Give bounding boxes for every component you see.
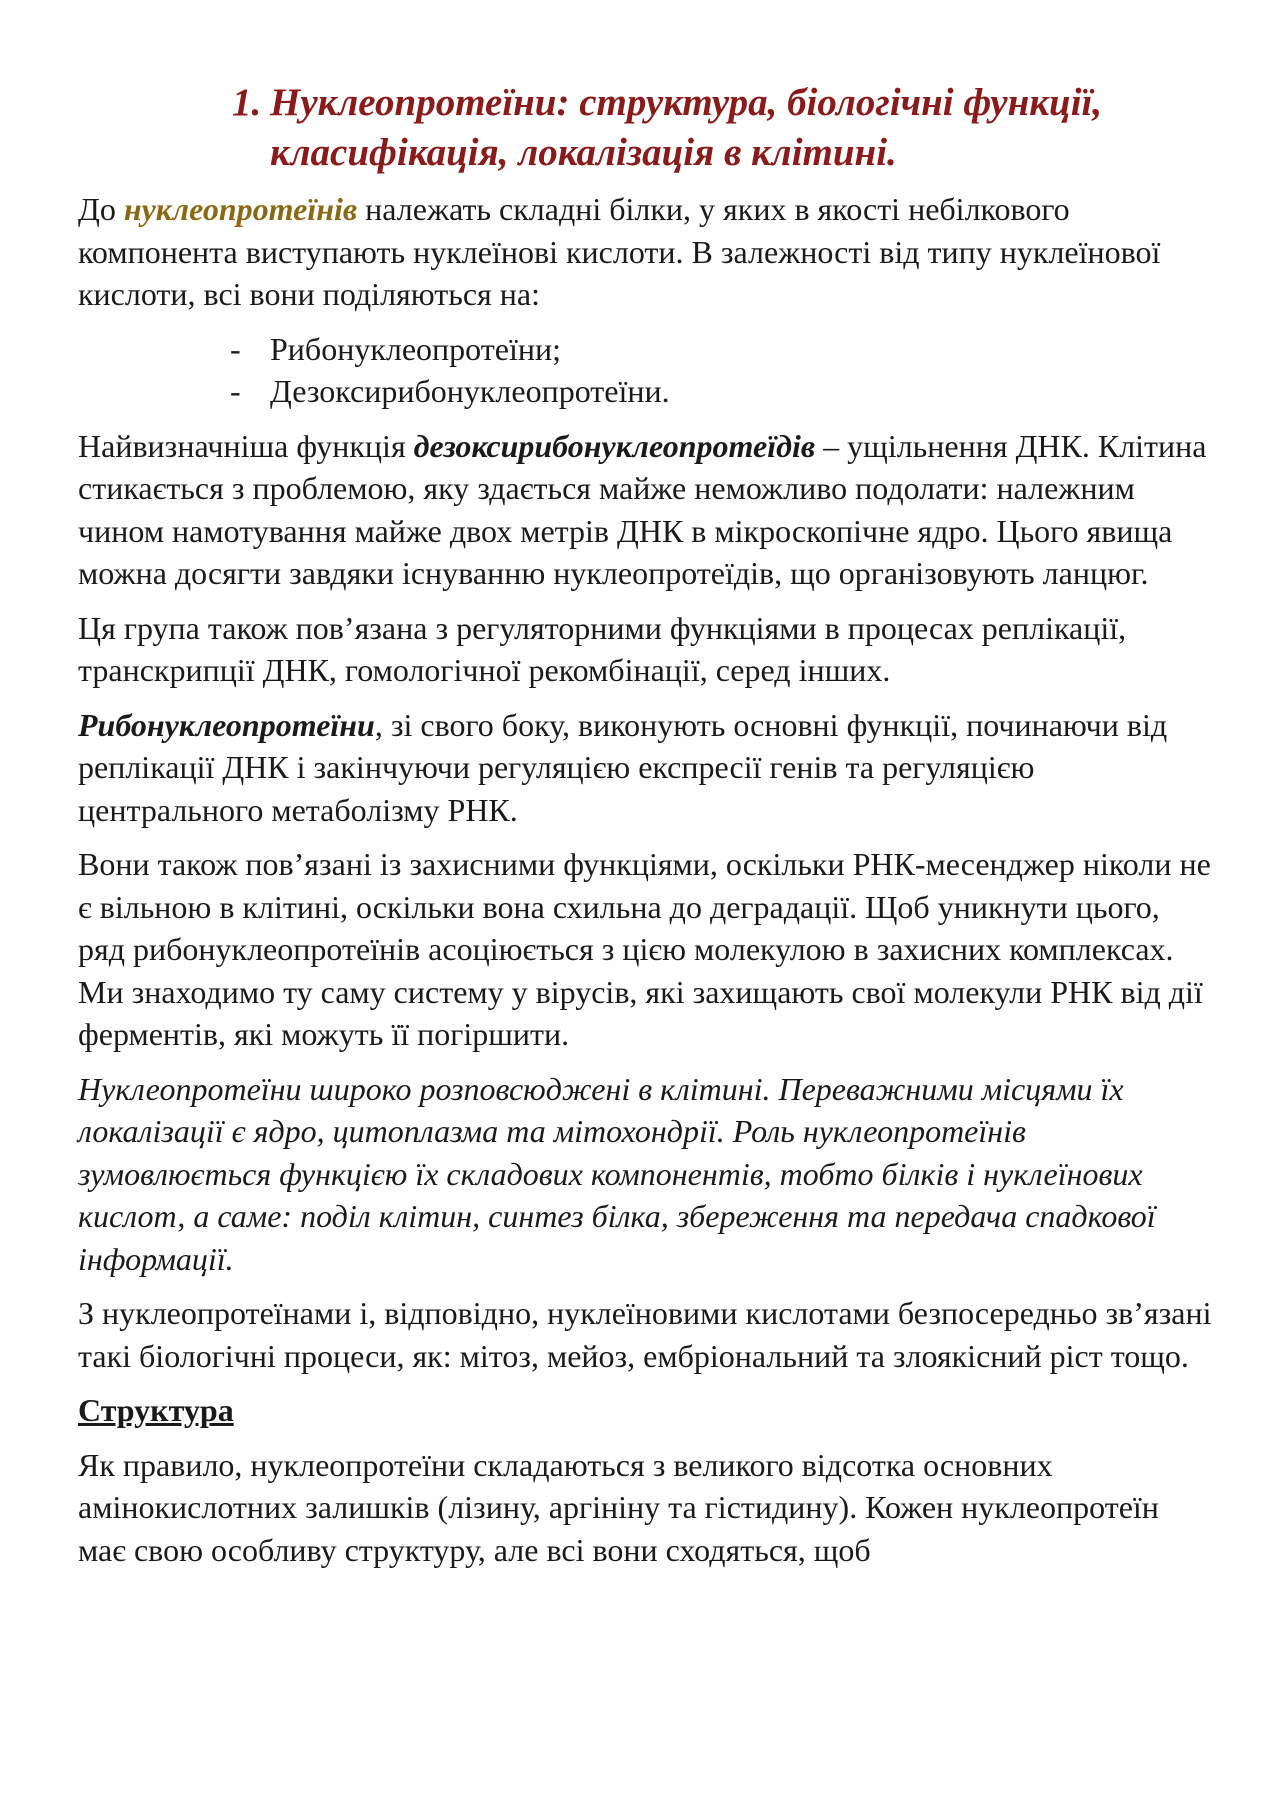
heading-text: Нуклеопротеїни: структура, біологічні функції, класифікація, локалізація в клітині. [270, 81, 1103, 174]
processes-paragraph: З нуклеопротеїнами і, відповідно, нуклеїновими кислотами безпосередньо зв’язані такі біологічні процеси, як: мітоз, мейоз, ембріональний та злоякісний ріст тощо. [78, 1295, 1212, 1374]
dash-marker: - [230, 330, 241, 367]
structure-paragraph: Як правило, нуклеопротеїни складаються з великого відсотка основних амінокислотних залишків (лізину, аргініну та гістидину). Кожен нуклеопротеїн має свою особливу структуру, але всі вони сходяться, щоб [78, 1446, 1159, 1568]
protective-paragraph: Вони також пов’язані із захисними функціями, оскільки РНК-месенджер ніколи не є вільною в клітині, оскільки вона схильна до деградації. Щоб уникнути цього, ряд рибонуклеопротеїнів асоціюється з цією молекулою в захисних комплексах. Ми знаходимо ту саму систему у вірусів, які захищають свої молекули РНК від дії ферментів, які можуть її погіршити. [78, 846, 1211, 1052]
dnp-rest: – ущільнення ДНК. Клітина стикається з проблемою, яку здається майже неможливо подолати: належним чином намотування майже двох метрів ДНК в мікроскопічне ядро. Цього явища можна досягти завдяки існуванню нуклеопротеїдів, що організовують ланцюг. [78, 427, 1207, 591]
page-title [78, 78, 1213, 178]
dash-marker: - [230, 373, 241, 409]
section-title-structure: Структура [78, 1392, 234, 1428]
rnp-term: Рибонуклеопротеїни [78, 706, 375, 743]
dnp-prefix: Найвизначніша функція [78, 427, 414, 464]
rnp-paragraph [78, 704, 1213, 832]
heading-number: 1. [232, 81, 262, 124]
regulatory-paragraph: Ця група також пов’язана з регуляторними функціями в процесах реплікації, транскрипції ДНК, гомологічної рекомбінації, серед інших. [78, 609, 1127, 688]
intro-prefix: До [78, 191, 124, 227]
list-item [230, 328, 1213, 371]
list-item [230, 370, 1213, 413]
dnp-term: дезоксирибонуклеопротеїдів [413, 427, 816, 464]
intro-paragraph [78, 188, 1213, 316]
intro-term: нуклеопротеїнів [123, 191, 358, 227]
rnp-rest: , зі свого боку, виконують основні функції, починаючи від реплікації ДНК і закінчуючи регуляцією експресії генів та регуляцією центрального метаболізму РНК. [78, 706, 1168, 828]
dnp-paragraph [78, 425, 1213, 595]
document-page [78, 78, 1213, 1583]
classification-list [78, 328, 1213, 413]
list-item-text: Рибонуклеопротеїни; [270, 330, 561, 367]
list-item-text: Дезоксирибонуклеопротеїни. [270, 373, 670, 409]
intro-rest: належать складні білки, у яких в якості небілкового компонента виступають нуклеїнові кислоти. В залежності від типу нуклеїнової кислоти, всі вони поділяються на: [78, 191, 1161, 312]
localization-paragraph: Нуклеопротеїни широко розповсюджені в клітині. Переважними місцями їх локалізації є ядро, цитоплазма та мітохондрії. Роль нуклеопротеїнів зумовлюється функцією їх складових компонентів, тобто білків і нуклеїнових кислот, а саме: поділ клітин, синтез білка, збереження та передача спадкової інформації. [78, 1070, 1156, 1277]
